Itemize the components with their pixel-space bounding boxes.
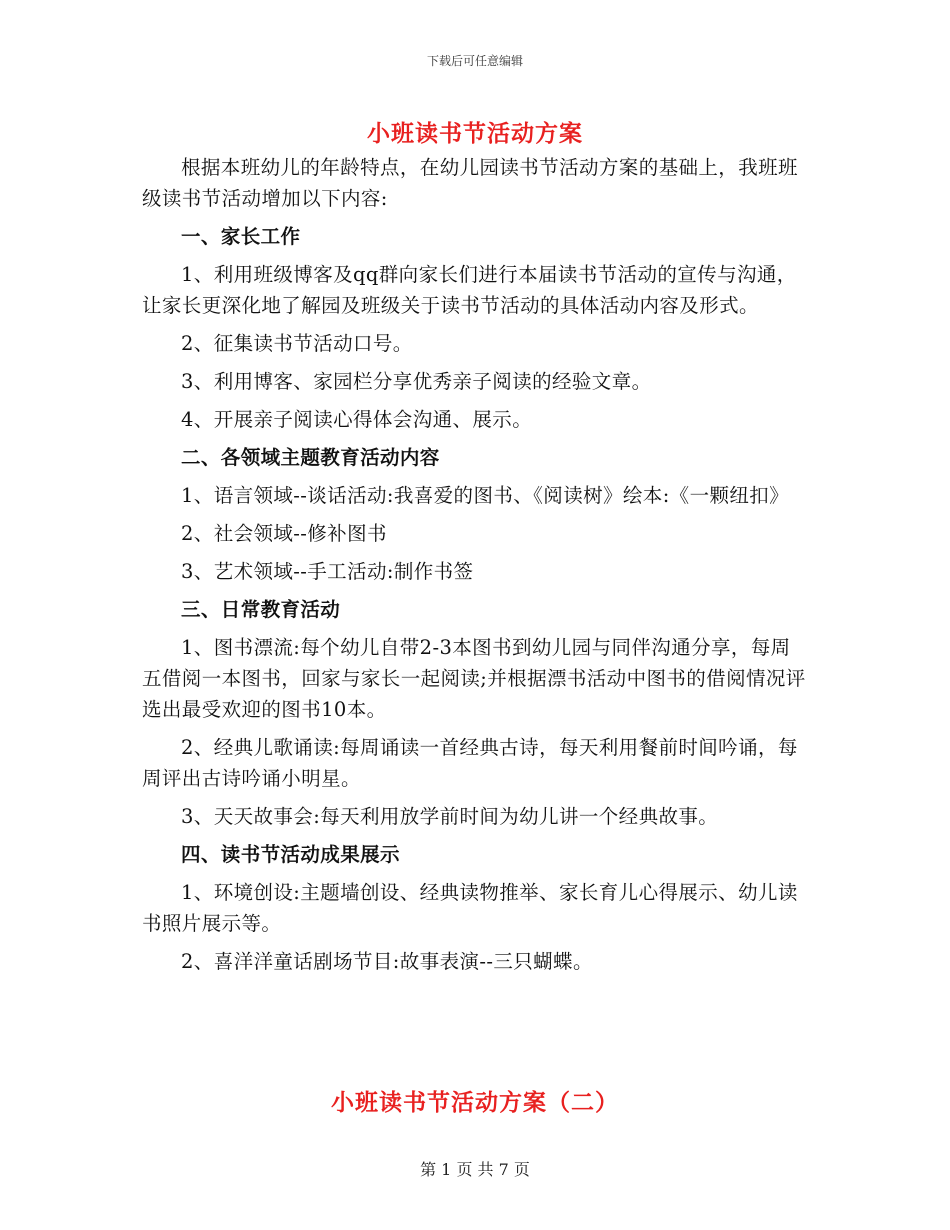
list-item: 3、艺术领域--手工活动:制作书签 bbox=[181, 560, 474, 583]
list-item: 1、环境创设:主题墙创设、经典读物推举、家长育儿心得展示、幼儿读书照片展示等。 bbox=[142, 881, 798, 935]
list-item: 4、开展亲子阅读心得体会沟通、展示。 bbox=[181, 408, 533, 431]
page-footer: 第 1 页 共 7 页 bbox=[420, 1160, 530, 1179]
section-heading: 四、读书节活动成果展示 bbox=[181, 843, 400, 866]
list-item: 1、图书漂流:每个幼儿自带2-3本图书到幼儿园与同伴沟通分享，每周五借阅一本图书，回家与家长一起阅读;并根据漂书活动中图书的借阅情况评选出最受欢迎的图书10本。 bbox=[142, 636, 806, 721]
list-item: 2、征集读书节活动口号。 bbox=[181, 332, 413, 355]
section-heading: 二、各领域主题教育活动内容 bbox=[181, 446, 440, 469]
section-daily-activities bbox=[142, 594, 810, 832]
list-item: 3、天天故事会:每天利用放学前时间为幼儿讲一个经典故事。 bbox=[181, 805, 719, 828]
list-item: 3、利用博客、家园栏分享优秀亲子阅读的经验文章。 bbox=[181, 370, 652, 393]
section-heading: 三、日常教育活动 bbox=[181, 598, 341, 621]
list-item: 2、喜洋洋童话剧场节目:故事表演--三只蝴蝶。 bbox=[181, 950, 593, 973]
section-heading: 一、家长工作 bbox=[181, 225, 301, 248]
list-item: 2、经典儿歌诵读:每周诵读一首经典古诗，每天利用餐前时间吟诵，每周评出古诗吟诵小明星。 bbox=[142, 736, 798, 790]
page-header: 下载后可任意编辑 bbox=[426, 54, 523, 68]
section-domain-activities bbox=[142, 442, 810, 587]
second-document-title: 小班读书节活动方案（二） bbox=[331, 1089, 619, 1116]
document-body bbox=[142, 152, 810, 984]
list-item: 2、社会领域--修补图书 bbox=[181, 522, 387, 545]
list-item: 1、语言领域--谈话活动:我喜爱的图书、《阅读树》绘本:《一颗纽扣》 bbox=[181, 484, 790, 507]
intro-paragraph: 根据本班幼儿的年龄特点，在幼儿园读书节活动方案的基础上，我班班级读书节活动增加以下内容: bbox=[142, 156, 798, 210]
document-title: 小班读书节活动方案 bbox=[367, 120, 583, 147]
list-item: 1、利用班级博客及qq群向家长们进行本届读书节活动的宣传与沟通，让家长更深化地了解园及班级关于读书节活动的具体活动内容及形式。 bbox=[142, 263, 797, 317]
section-results-display bbox=[142, 839, 810, 977]
section-parent-work bbox=[142, 221, 810, 435]
